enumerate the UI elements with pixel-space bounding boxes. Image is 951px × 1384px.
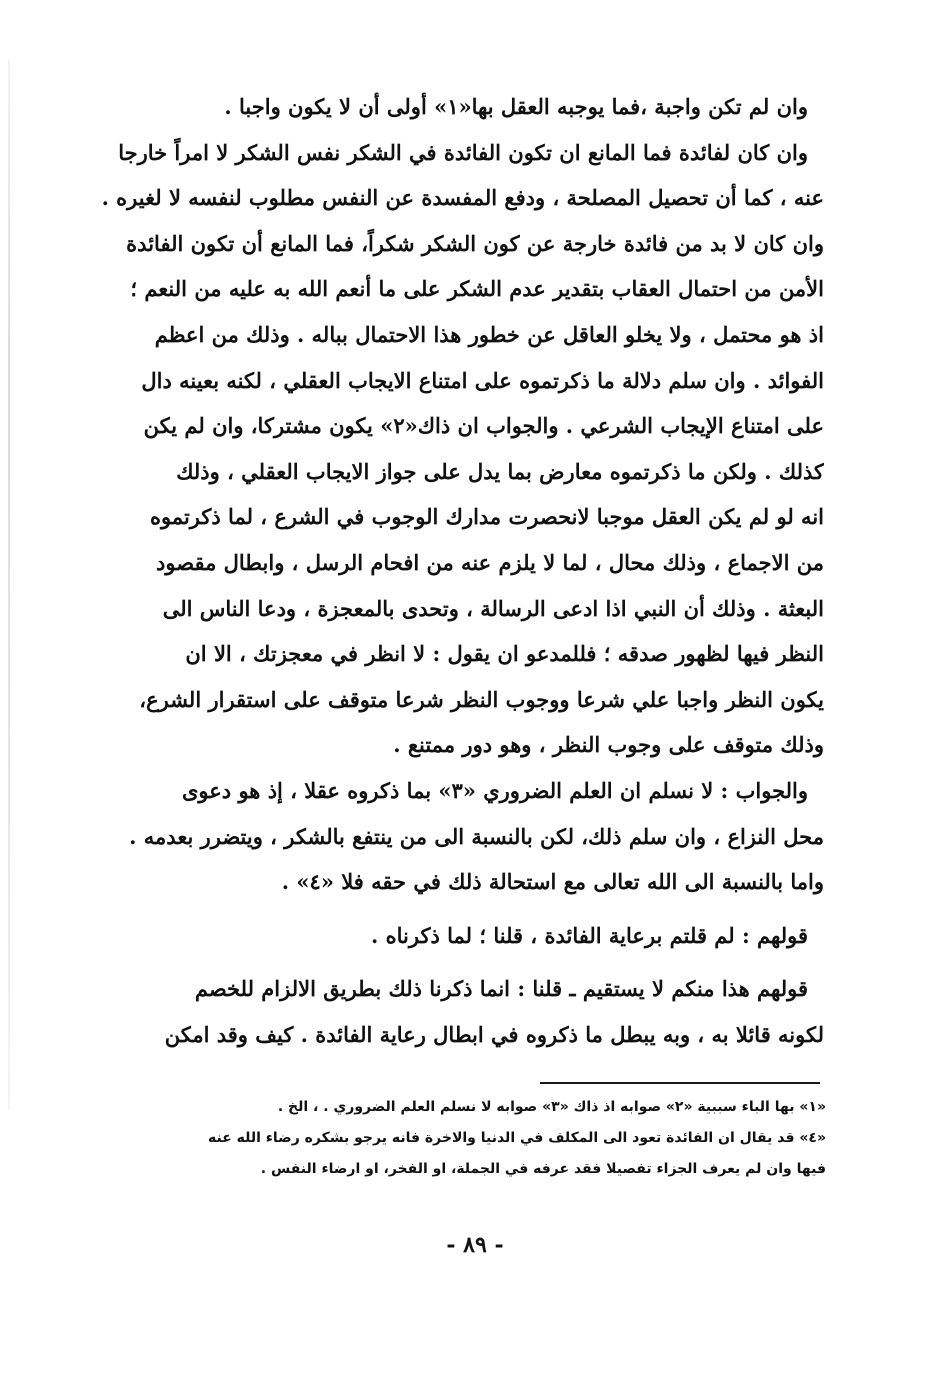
footnote-line: «١» بها الباء سببية «٢» صوابه اذ ذاك «٣» صوابه لا نسلم العلم الضروري . ، الخ .: [277, 1099, 826, 1115]
body-line: من الاجماع ، وذلك محال ، لما لا يلزم عنه من افحام الرسل ، وابطال مقصود: [156, 549, 824, 575]
footnote-line: «٤» قد يقال ان الفائدة تعود الى المكلف في الدنيا والاخرة فانه يرجو بشكره رضاء الله عنه: [207, 1130, 826, 1146]
body-line: محل النزاع ، وان سلم ذلك، لكن بالنسبة الى من ينتفع بالشكر ، ويتضرر بعدمه .: [129, 823, 824, 849]
body-line: والجواب : لا نسلم ان العلم الضروري «٣» بما ذكروه عقلا ، إذ هو دعوى: [181, 777, 808, 803]
body-line: كذلك . ولكن ما ذكرتموه معارض بما يدل على جواز الايجاب العقلي ، وذلك: [176, 458, 824, 484]
page-number: - ٨٩ -: [446, 1232, 504, 1258]
body-line: وان لم تكن واجبة ،فما يوجبه العقل بها«١» أولى أن لا يكون واجبا .: [224, 94, 808, 119]
body-line: قولهم : لم قلتم برعاية الفائدة ، قلنا ؛ لما ذكرناه .: [371, 922, 808, 948]
body-line: الأمن من احتمال العقاب بتقدير عدم الشكر على ما أنعم الله به عليه من النعم ؛: [130, 276, 824, 302]
body-line: اذ هو محتمل ، ولا يخلو العاقل عن خطور هذا الاحتمال بباله . وذلك من اعظم: [154, 321, 824, 347]
body-line: قولهم هذا منكم لا يستقيم ـ قلنا : انما ذكرنا ذلك بطريق الالزام للخصم: [194, 976, 808, 1002]
body-line: وذلك متوقف على وجوب النظر ، وهو دور ممتنع .: [393, 732, 824, 758]
body-text: [92, 84, 824, 1057]
paragraph-gap: [92, 905, 824, 913]
body-line: وان كان لفائدة فما المانع ان تكون الفائدة في الشكر نفس الشكر لا امراً خارجا: [118, 139, 808, 165]
footnotes: [120, 1092, 826, 1185]
body-line: وان كان لا بد من فائدة خارجة عن كون الشكر شكراً، فما المانع أن تكون الفائدة: [126, 230, 824, 256]
body-line: واما بالنسبة الى الله تعالى مع استحالة ذلك في حقه فلا «٤» .: [281, 869, 824, 895]
footnote-line: فيها وان لم يعرف الجزاء تفصيلا فقد عرفه في الجملة، او الفخر، او ارضاء النفس .: [260, 1161, 826, 1177]
body-line: البعثة . وذلك أن النبي اذا ادعى الرسالة ، وتحدى بالمعجزة ، ودعا الناس الى: [162, 595, 824, 621]
body-line: الفوائد . وان سلم دلالة ما ذكرتموه على امتناع الايجاب العقلي ، لكنه بعينه دال: [141, 367, 824, 393]
body-line: يكون النظر واجبا علي شرعا ووجوب النظر شرعا متوقف على استقرار الشرع،: [139, 686, 824, 712]
body-line: لكونه قائلا به ، وبه يبطل ما ذكروه في ابطال رعاية الفائدة . كيف وقد امكن: [164, 1021, 824, 1047]
paragraph-gap: [92, 958, 824, 966]
body-line: عنه ، كما أن تحصيل المصلحة ، ودفع المفسدة عن النفس مطلوب لنفسه لا لغيره .: [101, 185, 824, 211]
scan-edge-shadow: [8, 60, 10, 1110]
body-line: على امتناع الإيجاب الشرعي . والجواب ان ذاك«٢» يكون مشتركا، وان لم يكن: [143, 413, 824, 439]
body-line: النظر فيها لظهور صدقه ؛ فللمدعو ان يقول : لا انظر في معجزتك ، الا ان: [185, 641, 824, 667]
footnote-divider: [540, 1082, 820, 1084]
body-line: انه لو لم يكن العقل موجبا لانحصرت مدارك الوجوب في الشرع ، لما ذكرتموه: [149, 504, 824, 530]
